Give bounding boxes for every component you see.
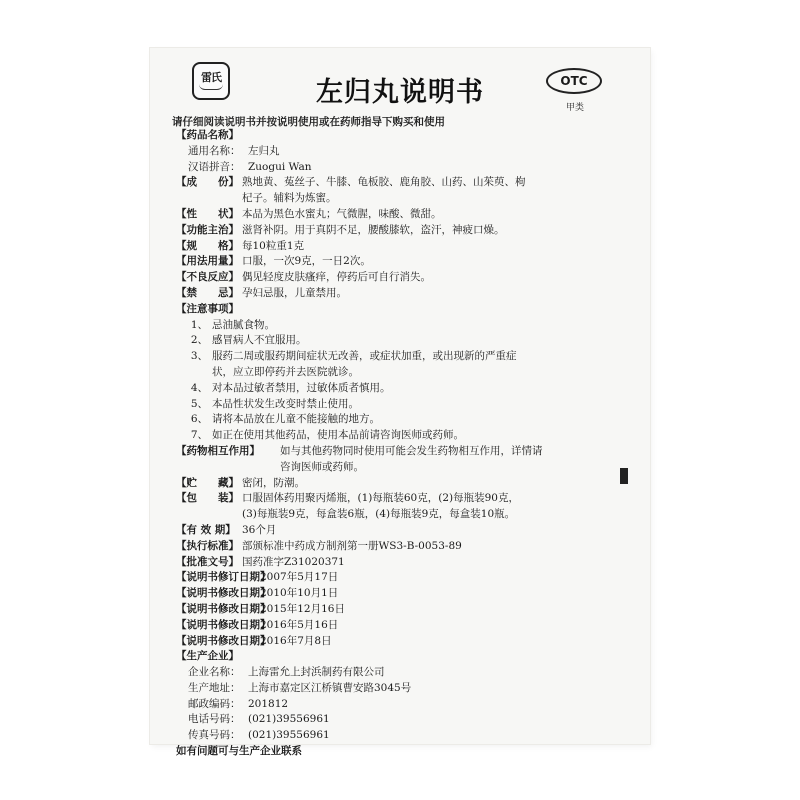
properties-row <box>176 207 626 223</box>
precaution-line: 本品性状发生改变时禁止使用。 <box>212 397 359 410</box>
storage-row <box>176 476 626 492</box>
revision-date-row <box>176 602 626 618</box>
contraindications-row <box>176 286 626 302</box>
precaution-line: 对本品过敏者禁用，过敏体质者慎用。 <box>212 381 391 394</box>
manufacturer-row <box>176 697 626 713</box>
revision-date-label: 【说明书修订日期】 <box>176 571 271 584</box>
package-line: 口服固体药用聚丙烯瓶，(1)每瓶装60克，(2)每瓶装90克， <box>242 492 519 505</box>
precaution-number: 5、 <box>190 397 208 410</box>
standard-value: 部颁标准中药成方制剂第一册WS3-B-0053-89 <box>242 539 462 552</box>
generic-name-label: 通用名称： <box>188 144 241 157</box>
manufacturer-label: 传真号码： <box>188 729 241 742</box>
usage-notice: 请仔细阅读说明书并按说明使用或在药师指导下购买和使用 <box>172 116 445 128</box>
manufacturer-row <box>176 712 626 728</box>
precaution-text <box>212 397 626 413</box>
usage-row <box>176 254 626 270</box>
standard-label: 【执行标准】 <box>176 539 239 552</box>
precaution-text <box>212 349 626 381</box>
revision-date-row <box>176 634 626 650</box>
storage-value: 密闭，防潮。 <box>242 476 305 489</box>
drug-name-heading: 【药品名称】 <box>176 129 239 141</box>
leaflet-body <box>176 128 626 760</box>
precaution-line: 状，应立即停药并去医院就诊。 <box>212 365 359 378</box>
manufacturer-row <box>176 665 626 681</box>
storage-label: 【贮 藏】 <box>176 476 239 489</box>
manufacturer-row <box>176 728 626 744</box>
revision-date-label: 【说明书修改日期】 <box>176 587 271 600</box>
ingredients-row <box>176 175 626 207</box>
revision-date-label: 【说明书修改日期】 <box>176 602 271 615</box>
precaution-text <box>212 333 626 349</box>
precaution-number: 1、 <box>190 318 208 331</box>
precaution-number: 6、 <box>190 413 208 426</box>
precaution-text <box>212 381 626 397</box>
interactions-label: 【药物相互作用】 <box>176 444 260 457</box>
precaution-text <box>212 412 626 428</box>
revision-date-row <box>176 586 626 602</box>
manufacturer-label: 生产地址： <box>188 681 241 694</box>
revision-date-value: 2016年7月8日 <box>260 634 332 647</box>
manufacturer-value: (021)39556961 <box>248 713 330 726</box>
revision-date-label: 【说明书修改日期】 <box>176 634 271 647</box>
manufacturer-label: 电话号码： <box>188 713 241 726</box>
precaution-line: 请将本品放在儿童不能接触的地方。 <box>212 413 380 426</box>
validity-label: 【有 效 期】 <box>176 523 236 536</box>
otc-badge: OTC <box>546 68 602 94</box>
interactions-row <box>176 444 626 476</box>
precaution-item <box>176 381 626 397</box>
generic-name-row <box>176 144 626 160</box>
revision-date-row <box>176 570 626 586</box>
precaution-text <box>212 428 626 444</box>
manufacturer-value: 上海市嘉定区江桥镇曹安路3045号 <box>248 681 412 694</box>
pinyin-value: Zuogui Wan <box>248 160 312 173</box>
manufacturer-value: (021)39556961 <box>248 729 330 742</box>
adverse-row <box>176 270 626 286</box>
validity-row <box>176 523 626 539</box>
revision-date-value: 2016年5月16日 <box>260 618 339 631</box>
ingredients-label: 【成 份】 <box>176 176 239 189</box>
ingredients-value <box>242 175 626 207</box>
adverse-label: 【不良反应】 <box>176 271 239 284</box>
revision-date-value: 2010年10月1日 <box>260 587 339 600</box>
interactions-line: 如与其他药物同时使用可能会发生药物相互作用，详情请 <box>280 444 543 457</box>
adverse-value: 偶见轻度皮肤瘙痒，停药后可自行消失。 <box>242 271 431 284</box>
precaution-number: 4、 <box>190 381 208 394</box>
pinyin-row <box>176 160 626 176</box>
brand-logo-text: 雷氏 <box>201 71 221 84</box>
precaution-text <box>212 318 626 334</box>
precaution-item <box>176 397 626 413</box>
revision-date-value: 2015年12月16日 <box>260 602 345 615</box>
precaution-number: 3、 <box>190 350 208 363</box>
precaution-line: 如正在使用其他药品，使用本品前请咨询医师或药师。 <box>212 429 464 442</box>
revision-date-value: 2007年5月17日 <box>260 571 339 584</box>
contraindications-value: 孕妇忌服，儿童禁用。 <box>242 286 347 299</box>
generic-name-value: 左归丸 <box>248 144 280 157</box>
ingredients-line: 杞子。辅料为炼蜜。 <box>242 192 337 205</box>
precaution-number: 2、 <box>190 334 208 347</box>
manufacturer-value: 201812 <box>248 697 289 710</box>
registration-mark <box>620 468 628 484</box>
approval-value: 国药准字Z31020371 <box>242 555 345 568</box>
precaution-line: 服药二周或服药期间症状无改善，或症状加重，或出现新的严重症 <box>212 350 517 363</box>
manufacturer-label: 邮政编码： <box>188 697 241 710</box>
precaution-item <box>176 333 626 349</box>
revision-date-label: 【说明书修改日期】 <box>176 618 271 631</box>
manufacturer-value: 上海雷允上封浜制药有限公司 <box>248 666 385 679</box>
indications-label: 【功能主治】 <box>176 223 239 236</box>
precaution-line: 忌油腻食物。 <box>212 318 275 331</box>
page-title: 左归丸说明书 <box>316 77 484 108</box>
standard-row <box>176 539 626 555</box>
manufacturer-heading: 【生产企业】 <box>176 650 239 663</box>
approval-row <box>176 555 626 571</box>
precaution-line: 感冒病人不宜服用。 <box>212 334 307 347</box>
contact-footer: 如有问题可与生产企业联系 <box>176 745 302 758</box>
revision-date-row <box>176 618 626 634</box>
specification-row <box>176 239 626 255</box>
precaution-item <box>176 349 626 381</box>
precaution-item <box>176 412 626 428</box>
package-value <box>242 491 626 523</box>
ingredients-line: 熟地黄、菟丝子、牛膝、龟板胶、鹿角胶、山药、山茱萸、枸 <box>242 176 526 189</box>
properties-label: 【性 状】 <box>176 207 239 220</box>
usage-label: 【用法用量】 <box>176 255 239 268</box>
package-row <box>176 491 626 523</box>
package-line: (3)每瓶装9克，每盒装6瓶，(4)每瓶装9克，每盒装10瓶。 <box>242 508 516 521</box>
specification-value: 每10粒重1克 <box>242 239 305 252</box>
validity-value: 36个月 <box>242 523 277 536</box>
interactions-value <box>280 444 626 476</box>
specification-label: 【规 格】 <box>176 239 239 252</box>
manufacturer-row <box>176 681 626 697</box>
usage-value: 口服，一次9克，一日2次。 <box>242 255 371 268</box>
otc-class-label: 甲类 <box>565 103 584 113</box>
indications-row <box>176 223 626 239</box>
properties-value: 本品为黑色水蜜丸；气微腥，味酸、微甜。 <box>242 207 442 220</box>
manufacturer-label: 企业名称： <box>188 666 241 679</box>
package-label: 【包 装】 <box>176 492 239 505</box>
precautions-heading: 【注意事项】 <box>176 302 239 315</box>
precaution-item <box>176 428 626 444</box>
interactions-line: 咨询医师或药师。 <box>280 460 364 473</box>
approval-label: 【批准文号】 <box>176 555 239 568</box>
pinyin-label: 汉语拼音： <box>188 160 241 173</box>
precaution-number: 7、 <box>190 429 208 442</box>
contraindications-label: 【禁 忌】 <box>176 286 239 299</box>
indications-value: 滋肾补阴。用于真阴不足，腰酸膝软，盗汗，神疲口燥。 <box>242 223 505 236</box>
precaution-item <box>176 318 626 334</box>
